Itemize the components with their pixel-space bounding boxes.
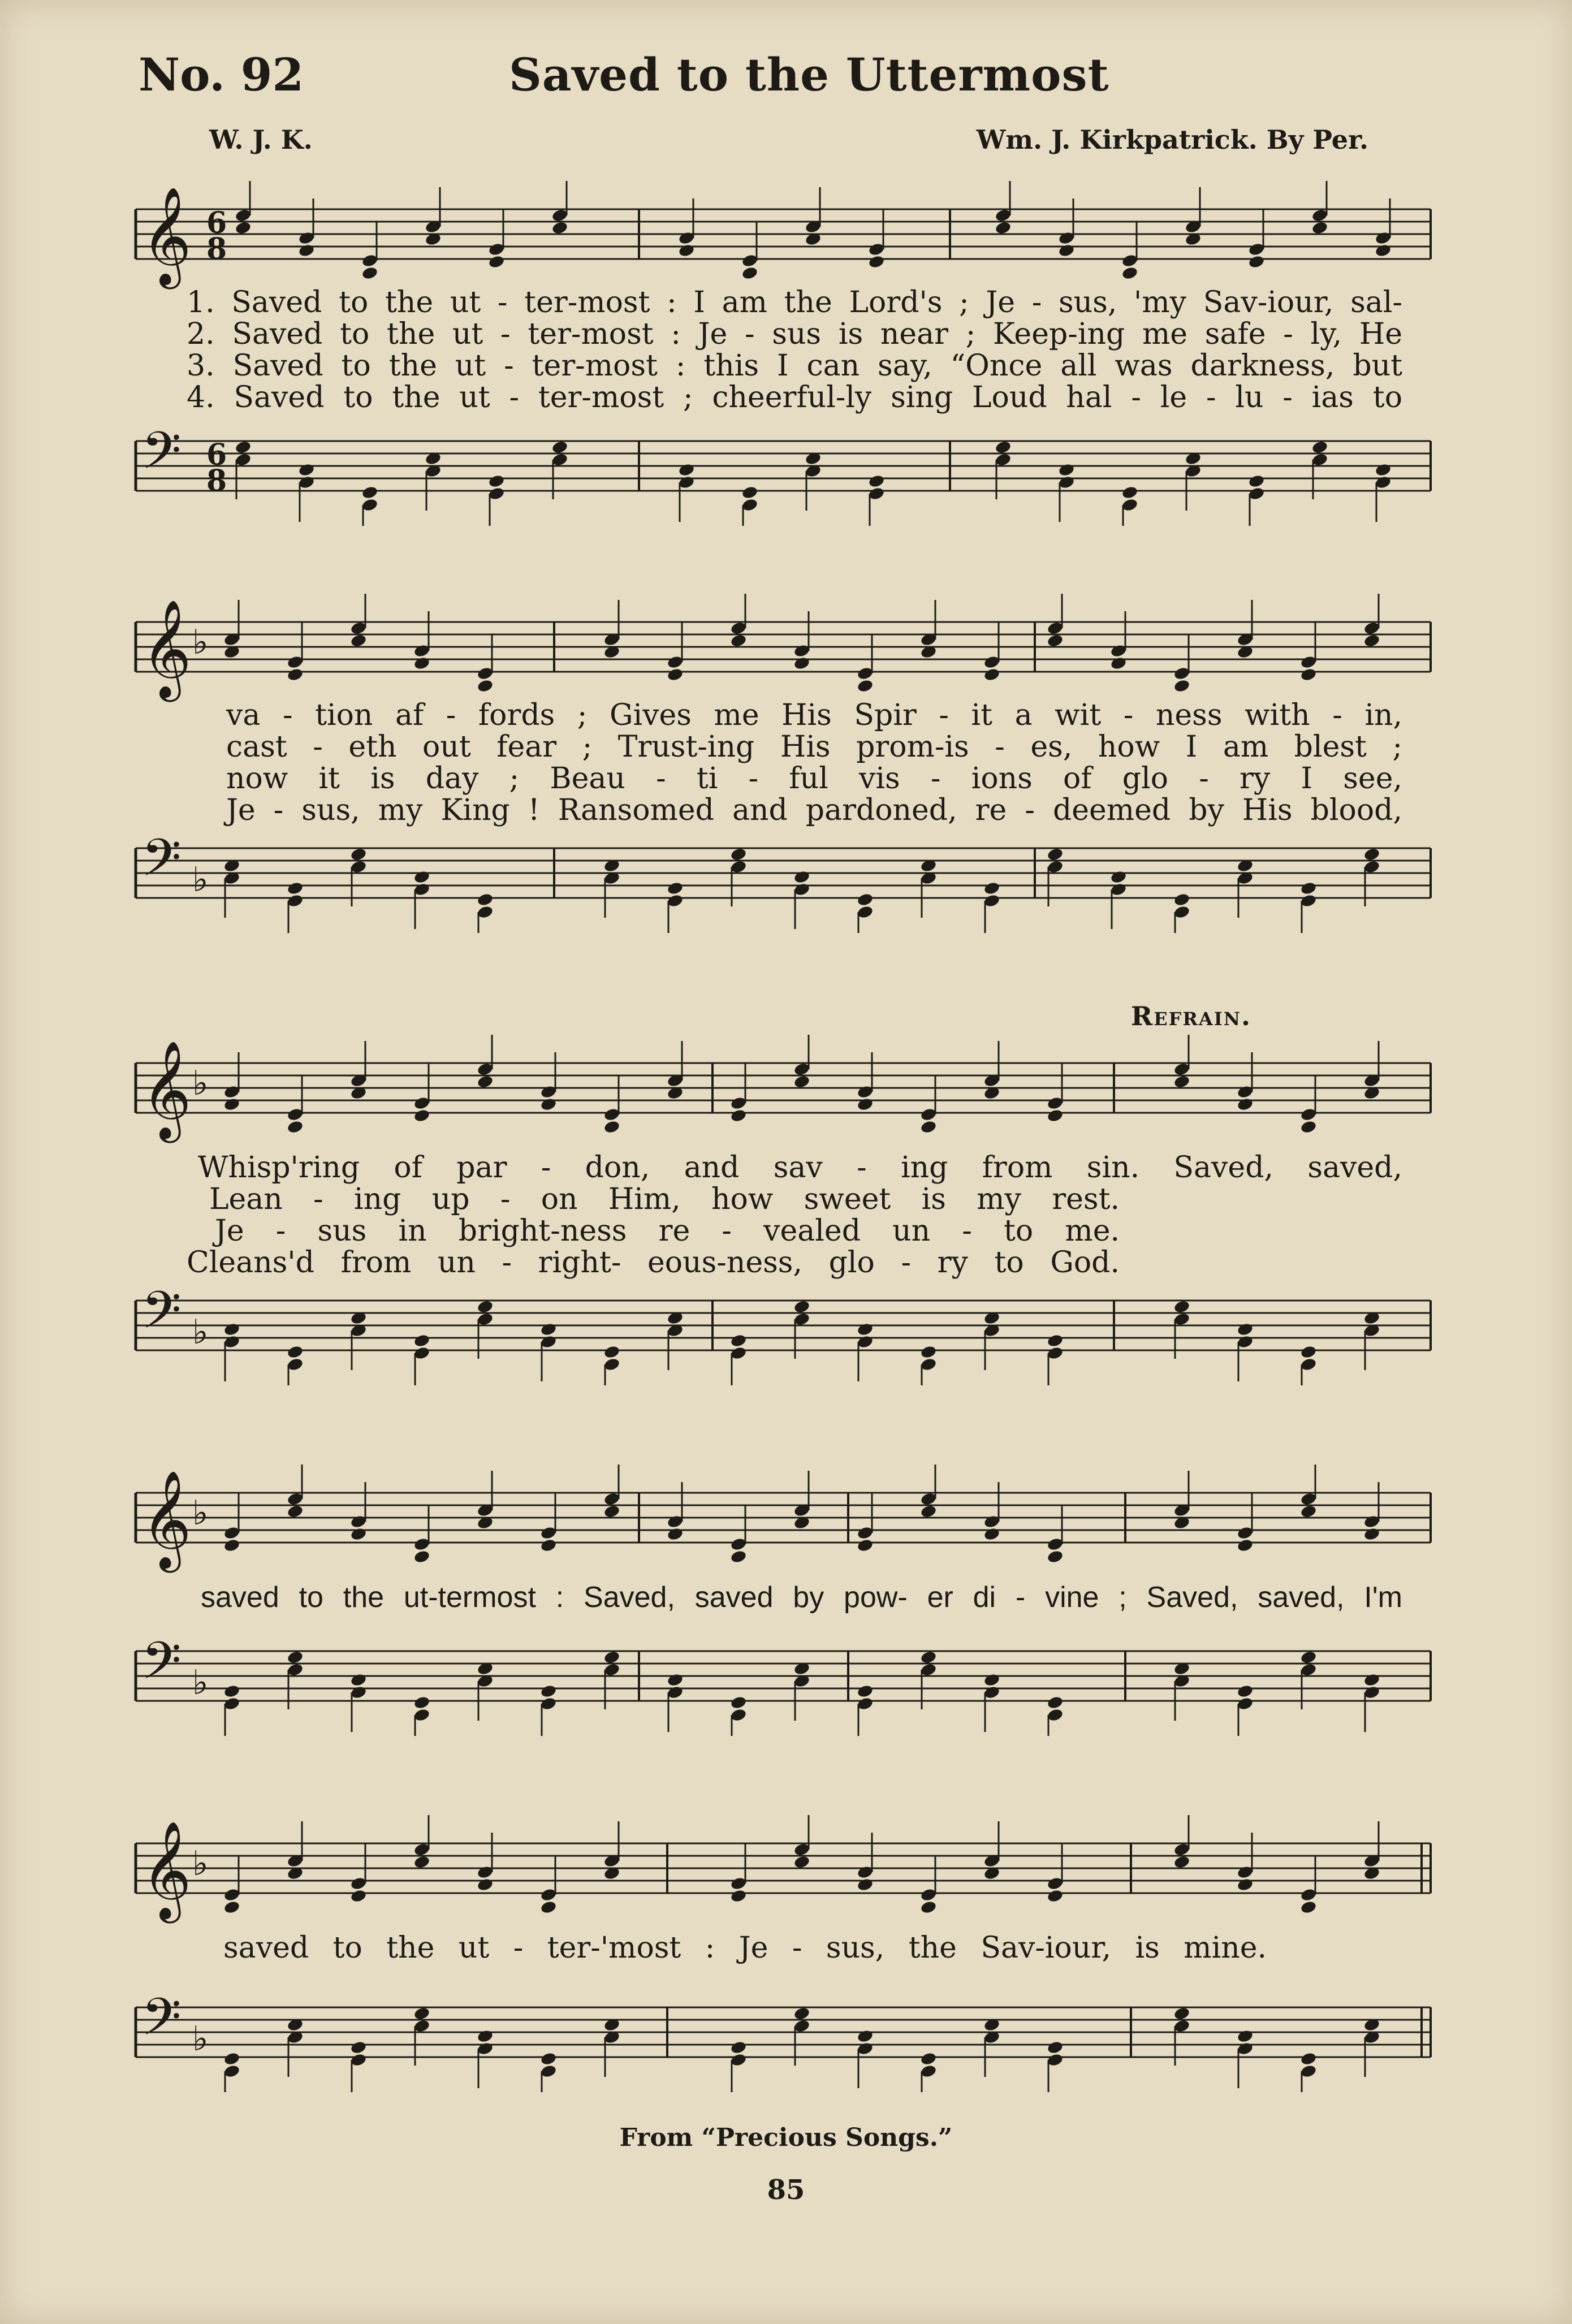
note-head	[730, 633, 748, 648]
note-head	[730, 1889, 748, 1903]
note-head	[1248, 474, 1266, 489]
note-head	[488, 254, 506, 269]
note-head	[223, 1900, 241, 1915]
note-head	[298, 243, 316, 258]
flat-icon: ♭	[192, 2019, 209, 2059]
note-head	[235, 440, 252, 455]
time-signature-top: 6	[206, 205, 227, 240]
note-head	[1237, 2029, 1254, 2044]
note-head	[1173, 2006, 1191, 2021]
treble-staff	[130, 181, 1436, 294]
note-head	[730, 847, 748, 862]
note-head	[477, 2029, 494, 2044]
system-5	[130, 1804, 1436, 2109]
treble-staff	[130, 1035, 1436, 1148]
note-head	[287, 1504, 304, 1519]
note-head	[920, 1900, 938, 1915]
note-head	[413, 1333, 431, 1348]
note-head	[1110, 870, 1128, 884]
note-head	[223, 1097, 241, 1112]
note-head	[667, 667, 684, 682]
words-credit: W. J. K.	[209, 124, 313, 155]
note-head	[413, 1108, 431, 1123]
flat-icon: ♭	[192, 1493, 209, 1533]
refrain-label: Refrain.	[1131, 1001, 1251, 1031]
treble-clef-icon: 𝄞	[141, 599, 192, 698]
lyric-line: Cleans'd from un - right- eous-ness, glo - ry to God.	[187, 1246, 1120, 1280]
bass-staff	[130, 820, 1436, 933]
staff-lines	[136, 1651, 1431, 1701]
note-head	[223, 1538, 241, 1553]
note-head	[1363, 847, 1381, 862]
lyric-line: va - tion af - fords ; Gives me His Spir - it a wit - ness with - in,	[226, 698, 1402, 732]
lyric-line: 2. Saved to the ut - ter-most : Je - sus is near ; Keep-ing me safe - ly, He	[187, 317, 1402, 351]
hymn-title: Saved to the Uttermost	[509, 48, 1109, 101]
note-head	[350, 1889, 368, 1903]
note-head	[983, 667, 1001, 682]
bass-staff	[130, 1623, 1436, 1736]
lyric-line: 1. Saved to the ut - ter-most : I am the Lord's ; Je - sus, 'my Sav-iour, sal-	[187, 286, 1402, 319]
lyric-line: 4. Saved to the ut - ter-most ; cheerful-ly sing Loud hal - le - lu - ias to	[187, 381, 1402, 414]
note-head	[540, 1322, 558, 1337]
note-head	[730, 2040, 748, 2055]
note-head	[1300, 667, 1318, 682]
note-head	[223, 1322, 241, 1337]
note-head	[477, 1877, 494, 1892]
note-head	[868, 474, 886, 489]
note-head	[540, 1684, 558, 1699]
note-head	[1173, 1855, 1191, 1869]
staff-lines	[136, 441, 1431, 491]
staff-lines	[136, 1843, 1431, 1893]
note-head	[920, 1345, 938, 1359]
note-head	[1300, 881, 1318, 896]
note-head	[1237, 1538, 1254, 1553]
note-head	[983, 1527, 1001, 1541]
note-head	[540, 2051, 558, 2066]
lyric-line: Lean - ing up - on Him, how sweet is my rest.	[209, 1182, 1120, 1216]
note-head	[1047, 1549, 1064, 1564]
note-head	[857, 2029, 874, 2044]
bass-clef-icon: 𝄢	[141, 1631, 182, 1703]
note-head	[667, 1527, 684, 1541]
note-head	[1311, 440, 1329, 455]
note-head	[730, 1549, 748, 1564]
note-head	[920, 1120, 938, 1134]
note-head	[287, 667, 304, 682]
note-head	[678, 463, 696, 477]
note-head	[1248, 254, 1266, 269]
note-head	[287, 1120, 304, 1134]
note-head	[413, 2006, 431, 2021]
note-head	[995, 221, 1012, 235]
bass-clef-icon: 𝄢	[141, 1987, 182, 2059]
treble-staff	[130, 1465, 1436, 1578]
note-head	[1110, 656, 1128, 671]
flat-icon: ♭	[192, 623, 209, 662]
bass-staff	[130, 413, 1436, 526]
bass-clef-icon: 𝄢	[141, 421, 182, 493]
note-head	[920, 1504, 938, 1519]
note-head	[603, 1120, 621, 1134]
staff-lines	[136, 209, 1431, 259]
system-3	[130, 1023, 1436, 1385]
treble-clef-icon: 𝄞	[141, 1821, 192, 1919]
note-head	[868, 254, 886, 269]
note-head	[223, 1684, 241, 1699]
note-head	[741, 485, 759, 500]
note-head	[1058, 463, 1076, 477]
note-head	[298, 463, 316, 477]
note-head	[1047, 1108, 1064, 1123]
note-head	[730, 1695, 748, 1710]
treble-staff	[130, 594, 1436, 707]
bass-staff	[130, 1272, 1436, 1385]
note-head	[350, 1527, 368, 1541]
lyric-line: Je - sus, my King ! Ransomed and pardoned, re - deemed by His blood,	[226, 793, 1402, 827]
note-head	[667, 881, 684, 896]
bass-clef-icon: 𝄢	[141, 828, 182, 900]
note-head	[350, 2040, 368, 2055]
note-head	[1237, 1097, 1254, 1112]
staff-lines	[136, 848, 1431, 898]
note-head	[413, 1695, 431, 1710]
lyric-line: Je - sus in bright-ness re - vealed un - to me.	[215, 1214, 1120, 1248]
time-signature-bottom: 8	[206, 464, 227, 498]
note-head	[1173, 892, 1191, 907]
note-head	[540, 1900, 558, 1915]
note-head	[1058, 243, 1076, 258]
note-head	[1237, 1322, 1254, 1337]
note-head	[995, 440, 1012, 455]
note-head	[603, 1345, 621, 1359]
note-head	[793, 1074, 811, 1089]
note-head	[857, 892, 874, 907]
note-head	[603, 1504, 621, 1519]
note-head	[730, 1108, 748, 1123]
note-head	[1237, 1877, 1254, 1892]
note-head	[223, 2051, 241, 2066]
note-head	[1375, 243, 1392, 258]
staff-lines	[136, 1063, 1431, 1113]
treble-clef-icon: 𝄞	[141, 1040, 192, 1139]
note-head	[287, 1345, 304, 1359]
note-head	[477, 892, 494, 907]
note-head	[1363, 1527, 1381, 1541]
note-head	[857, 1877, 874, 1892]
treble-clef-icon: 𝄞	[141, 187, 192, 285]
page-number: 85	[767, 2174, 805, 2206]
lyric-line: now it is day ; Beau - ti - ful vis - ions of glo - ry I see,	[226, 762, 1402, 796]
source-note: From “Precious Songs.”	[619, 2123, 953, 2152]
note-head	[857, 1322, 874, 1337]
note-head	[793, 1855, 811, 1869]
note-head	[1300, 2051, 1318, 2066]
flat-icon: ♭	[192, 1663, 209, 1703]
note-head	[857, 679, 874, 693]
note-head	[551, 221, 569, 235]
note-head	[667, 1673, 684, 1687]
note-head	[1173, 1074, 1191, 1089]
flat-icon: ♭	[192, 1064, 209, 1103]
system-1	[130, 170, 1436, 532]
note-head	[413, 870, 431, 884]
note-head	[540, 1538, 558, 1553]
note-head	[350, 1673, 368, 1687]
note-head	[1237, 1684, 1254, 1699]
note-head	[1121, 266, 1139, 280]
note-head	[287, 881, 304, 896]
note-head	[603, 1650, 621, 1665]
note-head	[1173, 679, 1191, 693]
note-head	[235, 221, 252, 235]
staff-lines	[136, 1301, 1431, 1350]
note-head	[1173, 1299, 1191, 1314]
note-head	[920, 2051, 938, 2066]
note-head	[983, 881, 1001, 896]
treble-staff	[130, 1815, 1436, 1928]
note-head	[1300, 1504, 1318, 1519]
note-head	[793, 656, 811, 671]
note-head	[1363, 633, 1381, 648]
flat-icon: ♭	[192, 860, 209, 900]
treble-clef-icon: 𝄞	[141, 1470, 192, 1569]
system-2	[130, 582, 1436, 944]
bass-staff	[130, 1979, 1436, 2092]
flat-icon: ♭	[192, 1844, 209, 1884]
note-head	[678, 243, 696, 258]
lyric-line: Whisp'ring of par - don, and sav - ing from sin. Saved, saved,	[198, 1151, 1402, 1185]
flat-icon: ♭	[192, 1312, 209, 1352]
system-4	[130, 1453, 1436, 1736]
lyric-line: saved to the ut-termost : Saved, saved by pow- er di - vine ; Saved, saved, I'm	[201, 1581, 1402, 1614]
note-head	[551, 440, 569, 455]
staff-lines	[136, 1493, 1431, 1543]
note-head	[287, 1650, 304, 1665]
note-head	[1300, 1650, 1318, 1665]
note-head	[1047, 633, 1064, 648]
note-head	[857, 1684, 874, 1699]
note-head	[793, 2006, 811, 2021]
note-head	[477, 1074, 494, 1089]
note-head	[1047, 1889, 1064, 1903]
note-head	[413, 1549, 431, 1564]
note-head	[983, 1673, 1001, 1687]
note-head	[540, 1097, 558, 1112]
note-head	[350, 633, 368, 648]
music-credit: Wm. J. Kirkpatrick. By Per.	[976, 124, 1368, 155]
note-head	[1121, 485, 1139, 500]
note-head	[1300, 1120, 1318, 1134]
note-head	[920, 1650, 938, 1665]
lyric-line: cast - eth out fear ; Trust-ing His prom-is - es, how I am blest ;	[226, 730, 1402, 764]
note-head	[730, 1333, 748, 1348]
note-head	[857, 1097, 874, 1112]
note-head	[793, 1299, 811, 1314]
note-head	[1047, 847, 1064, 862]
note-head	[361, 266, 379, 280]
note-head	[361, 485, 379, 500]
note-head	[1047, 1333, 1064, 1348]
note-head	[477, 1299, 494, 1314]
lyric-line: saved to the ut - ter-'most : Je - sus, the Sav-iour, is mine.	[223, 1931, 1267, 1965]
note-head	[350, 847, 368, 862]
time-signature-top: 6	[206, 437, 227, 472]
time-signature-bottom: 8	[206, 232, 227, 266]
note-head	[477, 679, 494, 693]
note-head	[488, 474, 506, 489]
note-head	[1300, 1900, 1318, 1915]
note-head	[793, 870, 811, 884]
note-head	[1311, 221, 1329, 235]
staff-lines	[136, 622, 1431, 672]
note-head	[1047, 1695, 1064, 1710]
hymn-number: No. 92	[139, 48, 304, 101]
note-head	[1300, 1345, 1318, 1359]
bass-clef-icon: 𝄢	[141, 1280, 182, 1353]
staff-lines	[136, 2007, 1431, 2057]
note-head	[741, 266, 759, 280]
note-head	[857, 1538, 874, 1553]
note-head	[1047, 2040, 1064, 2055]
note-head	[413, 656, 431, 671]
note-head	[1363, 1673, 1381, 1687]
note-head	[1375, 463, 1392, 477]
lyric-line: 3. Saved to the ut - ter-most : this I can say, “Once all was darkness, but	[187, 349, 1402, 383]
note-head	[413, 1855, 431, 1869]
